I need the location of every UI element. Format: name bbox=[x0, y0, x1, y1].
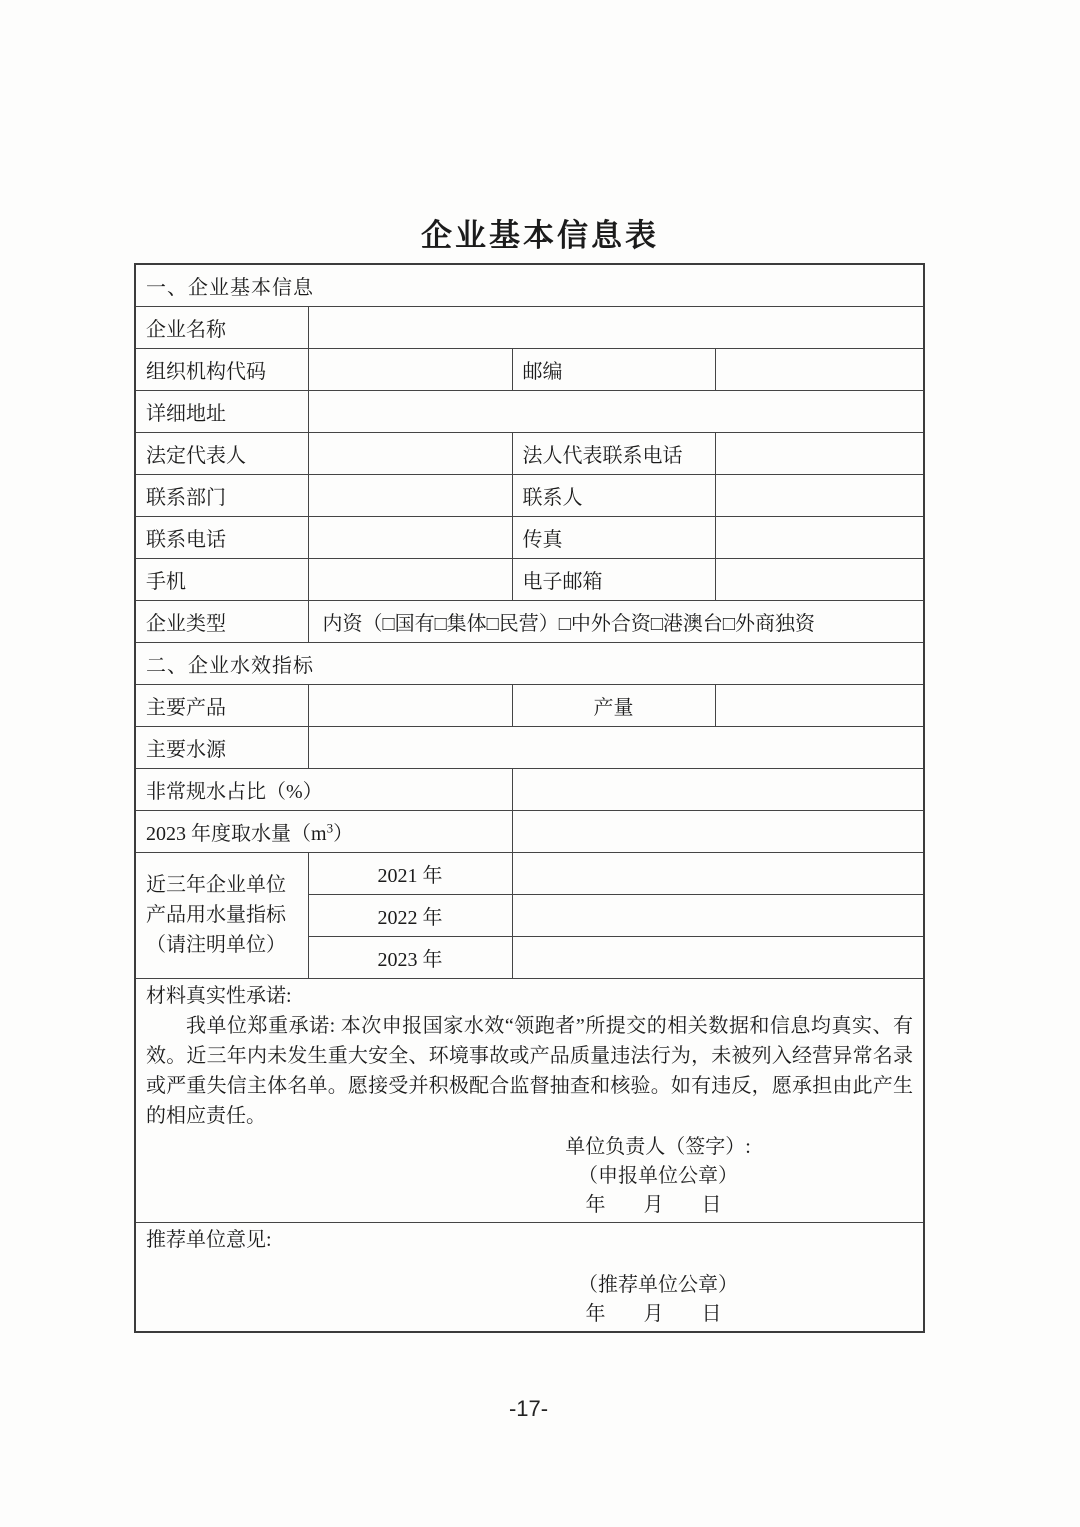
row-main-product bbox=[135, 684, 924, 726]
row-contact-phone bbox=[135, 516, 924, 558]
cell-contact-person-value bbox=[715, 474, 924, 516]
label-unconventional-water-ratio: 非常规水占比（%） bbox=[135, 768, 512, 810]
label-year-2022: 2022 年 bbox=[308, 894, 512, 936]
recommendation-signature-block bbox=[498, 1271, 818, 1329]
row-company-type bbox=[135, 600, 924, 642]
cell-legal-rep-value bbox=[308, 432, 512, 474]
label-fax: 传真 bbox=[512, 516, 715, 558]
three-year-label-line3: （请注明单位） bbox=[146, 934, 286, 956]
row-mobile bbox=[135, 558, 924, 600]
row-address bbox=[135, 390, 924, 432]
label-company-name: 企业名称 bbox=[135, 306, 308, 348]
commitment-date-line: 年 月 日 bbox=[585, 1193, 731, 1216]
section-1-header-row bbox=[135, 264, 924, 306]
water-intake-label-suffix: ） bbox=[333, 822, 354, 845]
page-number: -17- bbox=[508, 1396, 549, 1421]
row-org-code bbox=[135, 348, 924, 390]
label-contact-phone: 联系电话 bbox=[135, 516, 308, 558]
row-contact-dept bbox=[135, 474, 924, 516]
row-unconventional-water-ratio bbox=[135, 768, 924, 810]
cell-output-value bbox=[715, 684, 924, 726]
cell-org-code-value bbox=[308, 348, 512, 390]
three-year-label-line2: 产品用水量指标 bbox=[146, 904, 286, 926]
cell-main-product-value bbox=[308, 684, 512, 726]
label-company-type: 企业类型 bbox=[135, 600, 308, 642]
cell-recommendation bbox=[135, 1222, 924, 1332]
cell-commitment bbox=[135, 978, 924, 1222]
label-output: 产量 bbox=[512, 684, 715, 726]
row-water-usage-2021 bbox=[135, 852, 924, 894]
commitment-signature-block bbox=[498, 1133, 818, 1220]
commitment-signer-line: 单位负责人（签字）: bbox=[565, 1135, 751, 1158]
cell-postal-code-value bbox=[715, 348, 924, 390]
recommendation-title: 推荐单位意见: bbox=[146, 1228, 272, 1251]
commitment-seal-line: （申报单位公章） bbox=[578, 1164, 738, 1187]
row-legal-rep bbox=[135, 432, 924, 474]
label-main-water-source: 主要水源 bbox=[135, 726, 308, 768]
cell-company-type-options: 内资（□国有□集体□民营）□中外合资□港澳台□外商独资 bbox=[308, 600, 924, 642]
row-water-intake-2023 bbox=[135, 810, 924, 852]
recommendation-seal-line: （推荐单位公章） bbox=[578, 1273, 738, 1296]
section-2-header: 二、企业水效指标 bbox=[135, 642, 924, 684]
label-address: 详细地址 bbox=[135, 390, 308, 432]
label-legal-rep: 法定代表人 bbox=[135, 432, 308, 474]
label-email: 电子邮箱 bbox=[512, 558, 715, 600]
cell-main-water-source-value bbox=[308, 726, 924, 768]
label-mobile: 手机 bbox=[135, 558, 308, 600]
label-main-product: 主要产品 bbox=[135, 684, 308, 726]
cell-company-name-value bbox=[308, 306, 924, 348]
commitment-body: 我单位郑重承诺: 本次申报国家水效“领跑者”所提交的相关数据和信息均真实、有效。近三年内未发生重大安全、环境事故或产品质量违法行为，未被列入经营异常名录或严重失信主体名单。愿接受并积极配合监督抽查和核验。如有违反，愿承担由此产生的相应责任。 bbox=[146, 1014, 913, 1127]
page-title: 企业基本信息表 bbox=[421, 218, 659, 253]
section-2-header-row bbox=[135, 642, 924, 684]
cell-unconventional-water-ratio-value bbox=[512, 768, 924, 810]
cell-year-2022-value bbox=[512, 894, 924, 936]
label-three-year-water-usage bbox=[135, 852, 308, 978]
cell-email-value bbox=[715, 558, 924, 600]
label-year-2023: 2023 年 bbox=[308, 936, 512, 978]
cell-contact-phone-value bbox=[308, 516, 512, 558]
label-org-code: 组织机构代码 bbox=[135, 348, 308, 390]
label-contact-person: 联系人 bbox=[512, 474, 715, 516]
three-year-label-line1: 近三年企业单位 bbox=[146, 874, 286, 896]
row-main-water-source bbox=[135, 726, 924, 768]
cell-year-2023-value bbox=[512, 936, 924, 978]
commitment-title: 材料真实性承诺: bbox=[146, 984, 292, 1007]
cell-mobile-value bbox=[308, 558, 512, 600]
row-commitment bbox=[135, 978, 924, 1222]
cell-address-value bbox=[308, 390, 924, 432]
section-1-header: 一、企业基本信息 bbox=[135, 264, 924, 306]
label-water-intake-2023 bbox=[135, 810, 512, 852]
label-postal-code: 邮编 bbox=[512, 348, 715, 390]
water-intake-label-text: 2023 年度取水量（m bbox=[146, 822, 327, 845]
cell-contact-dept-value bbox=[308, 474, 512, 516]
label-legal-rep-phone: 法人代表联系电话 bbox=[512, 432, 715, 474]
label-year-2021: 2021 年 bbox=[308, 852, 512, 894]
cell-water-intake-2023-value bbox=[512, 810, 924, 852]
label-contact-dept: 联系部门 bbox=[135, 474, 308, 516]
cell-fax-value bbox=[715, 516, 924, 558]
row-recommendation bbox=[135, 1222, 924, 1332]
cell-year-2021-value bbox=[512, 852, 924, 894]
recommendation-date-line: 年 月 日 bbox=[585, 1302, 731, 1325]
form-table bbox=[134, 263, 925, 1333]
row-company-name bbox=[135, 306, 924, 348]
cell-legal-rep-phone-value bbox=[715, 432, 924, 474]
water-intake-superscript: 3 bbox=[326, 819, 334, 835]
